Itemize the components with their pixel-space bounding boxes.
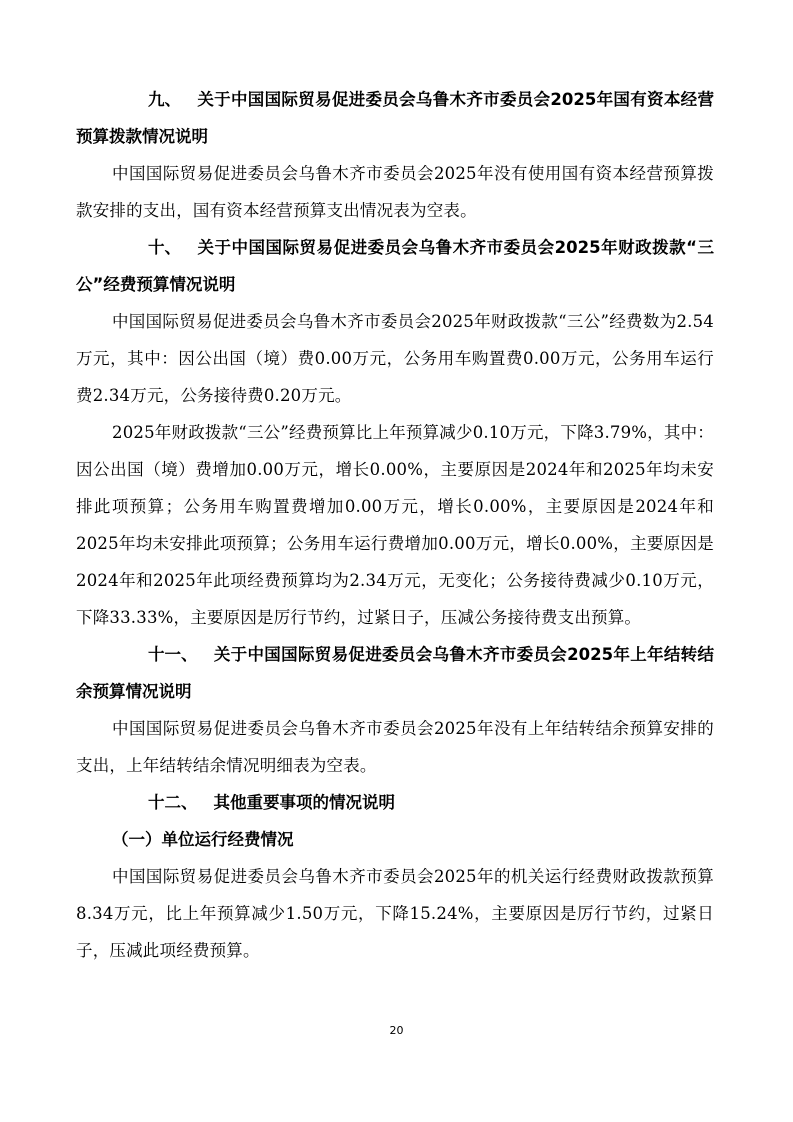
section-heading-10: [76, 229, 714, 303]
paragraph: 中国国际贸易促进委员会乌鲁木齐市委员会2025年没有使用国有资本经营预算拨款安排的支出，国有资本经营预算支出情况表为空表。: [76, 164, 714, 220]
section-title: 关于中国国际贸易促进委员会乌鲁木齐市委员会2025年财政拨款“三公”经费预算情况说明: [76, 238, 714, 294]
section-number: 十一、: [148, 645, 198, 664]
section-number: 九、: [148, 90, 181, 109]
section-heading-12: [76, 784, 714, 821]
paragraph: 中国国际贸易促进委员会乌鲁木齐市委员会2025年财政拨款“三公”经费数为2.54万元，其中：因公出国（境）费0.00万元，公务用车购置费0.00万元，公务用车运行费2.34万元，公务接待费0.20万元。: [76, 312, 714, 405]
page-number: 20: [389, 1024, 404, 1037]
section-heading-11: [76, 636, 714, 710]
subsection-title: （一）单位运行经费情况: [112, 830, 294, 849]
section-title: 其他重要事项的情况说明: [213, 793, 395, 812]
subsection-heading: [76, 821, 714, 858]
paragraph: 中国国际贸易促进委员会乌鲁木齐市委员会2025年的机关运行经费财政拨款预算8.34万元，比上年预算减少1.50万元，下降15.24%，主要原因是厉行节约，过紧日子，压减此项经费预算。: [76, 867, 714, 960]
section-title: 关于中国国际贸易促进委员会乌鲁木齐市委员会2025年上年结转结余预算情况说明: [76, 645, 714, 701]
paragraph: 2025年财政拨款“三公”经费预算比上年预算减少0.10万元，下降3.79%，其中：因公出国（境）费增加0.00万元，增长0.00%，主要原因是2024年和2025年均未安排此项预算；公务用车购置费增加0.00万元，增长0.00%，主要原因是2024年和2025年均未安排此项预算；公务用车运行费增加0.00万元，增长0.00%，主要原因是2024年和2025年此项经费预算均为2.34万元，无变化；公务接待费减少0.10万元，下降33.33%，主要原因是厉行节约，过紧日子，压减公务接待费支出预算。: [76, 423, 714, 627]
section-number: 十、: [148, 238, 181, 257]
document-body: [76, 81, 714, 969]
paragraph: 中国国际贸易促进委员会乌鲁木齐市委员会2025年没有上年结转结余预算安排的支出，上年结转结余情况明细表为空表。: [76, 719, 714, 775]
section-title: 关于中国国际贸易促进委员会乌鲁木齐市委员会2025年国有资本经营预算拨款情况说明: [76, 90, 714, 146]
section-heading-9: [76, 81, 714, 155]
section-number: 十二、: [148, 793, 198, 812]
